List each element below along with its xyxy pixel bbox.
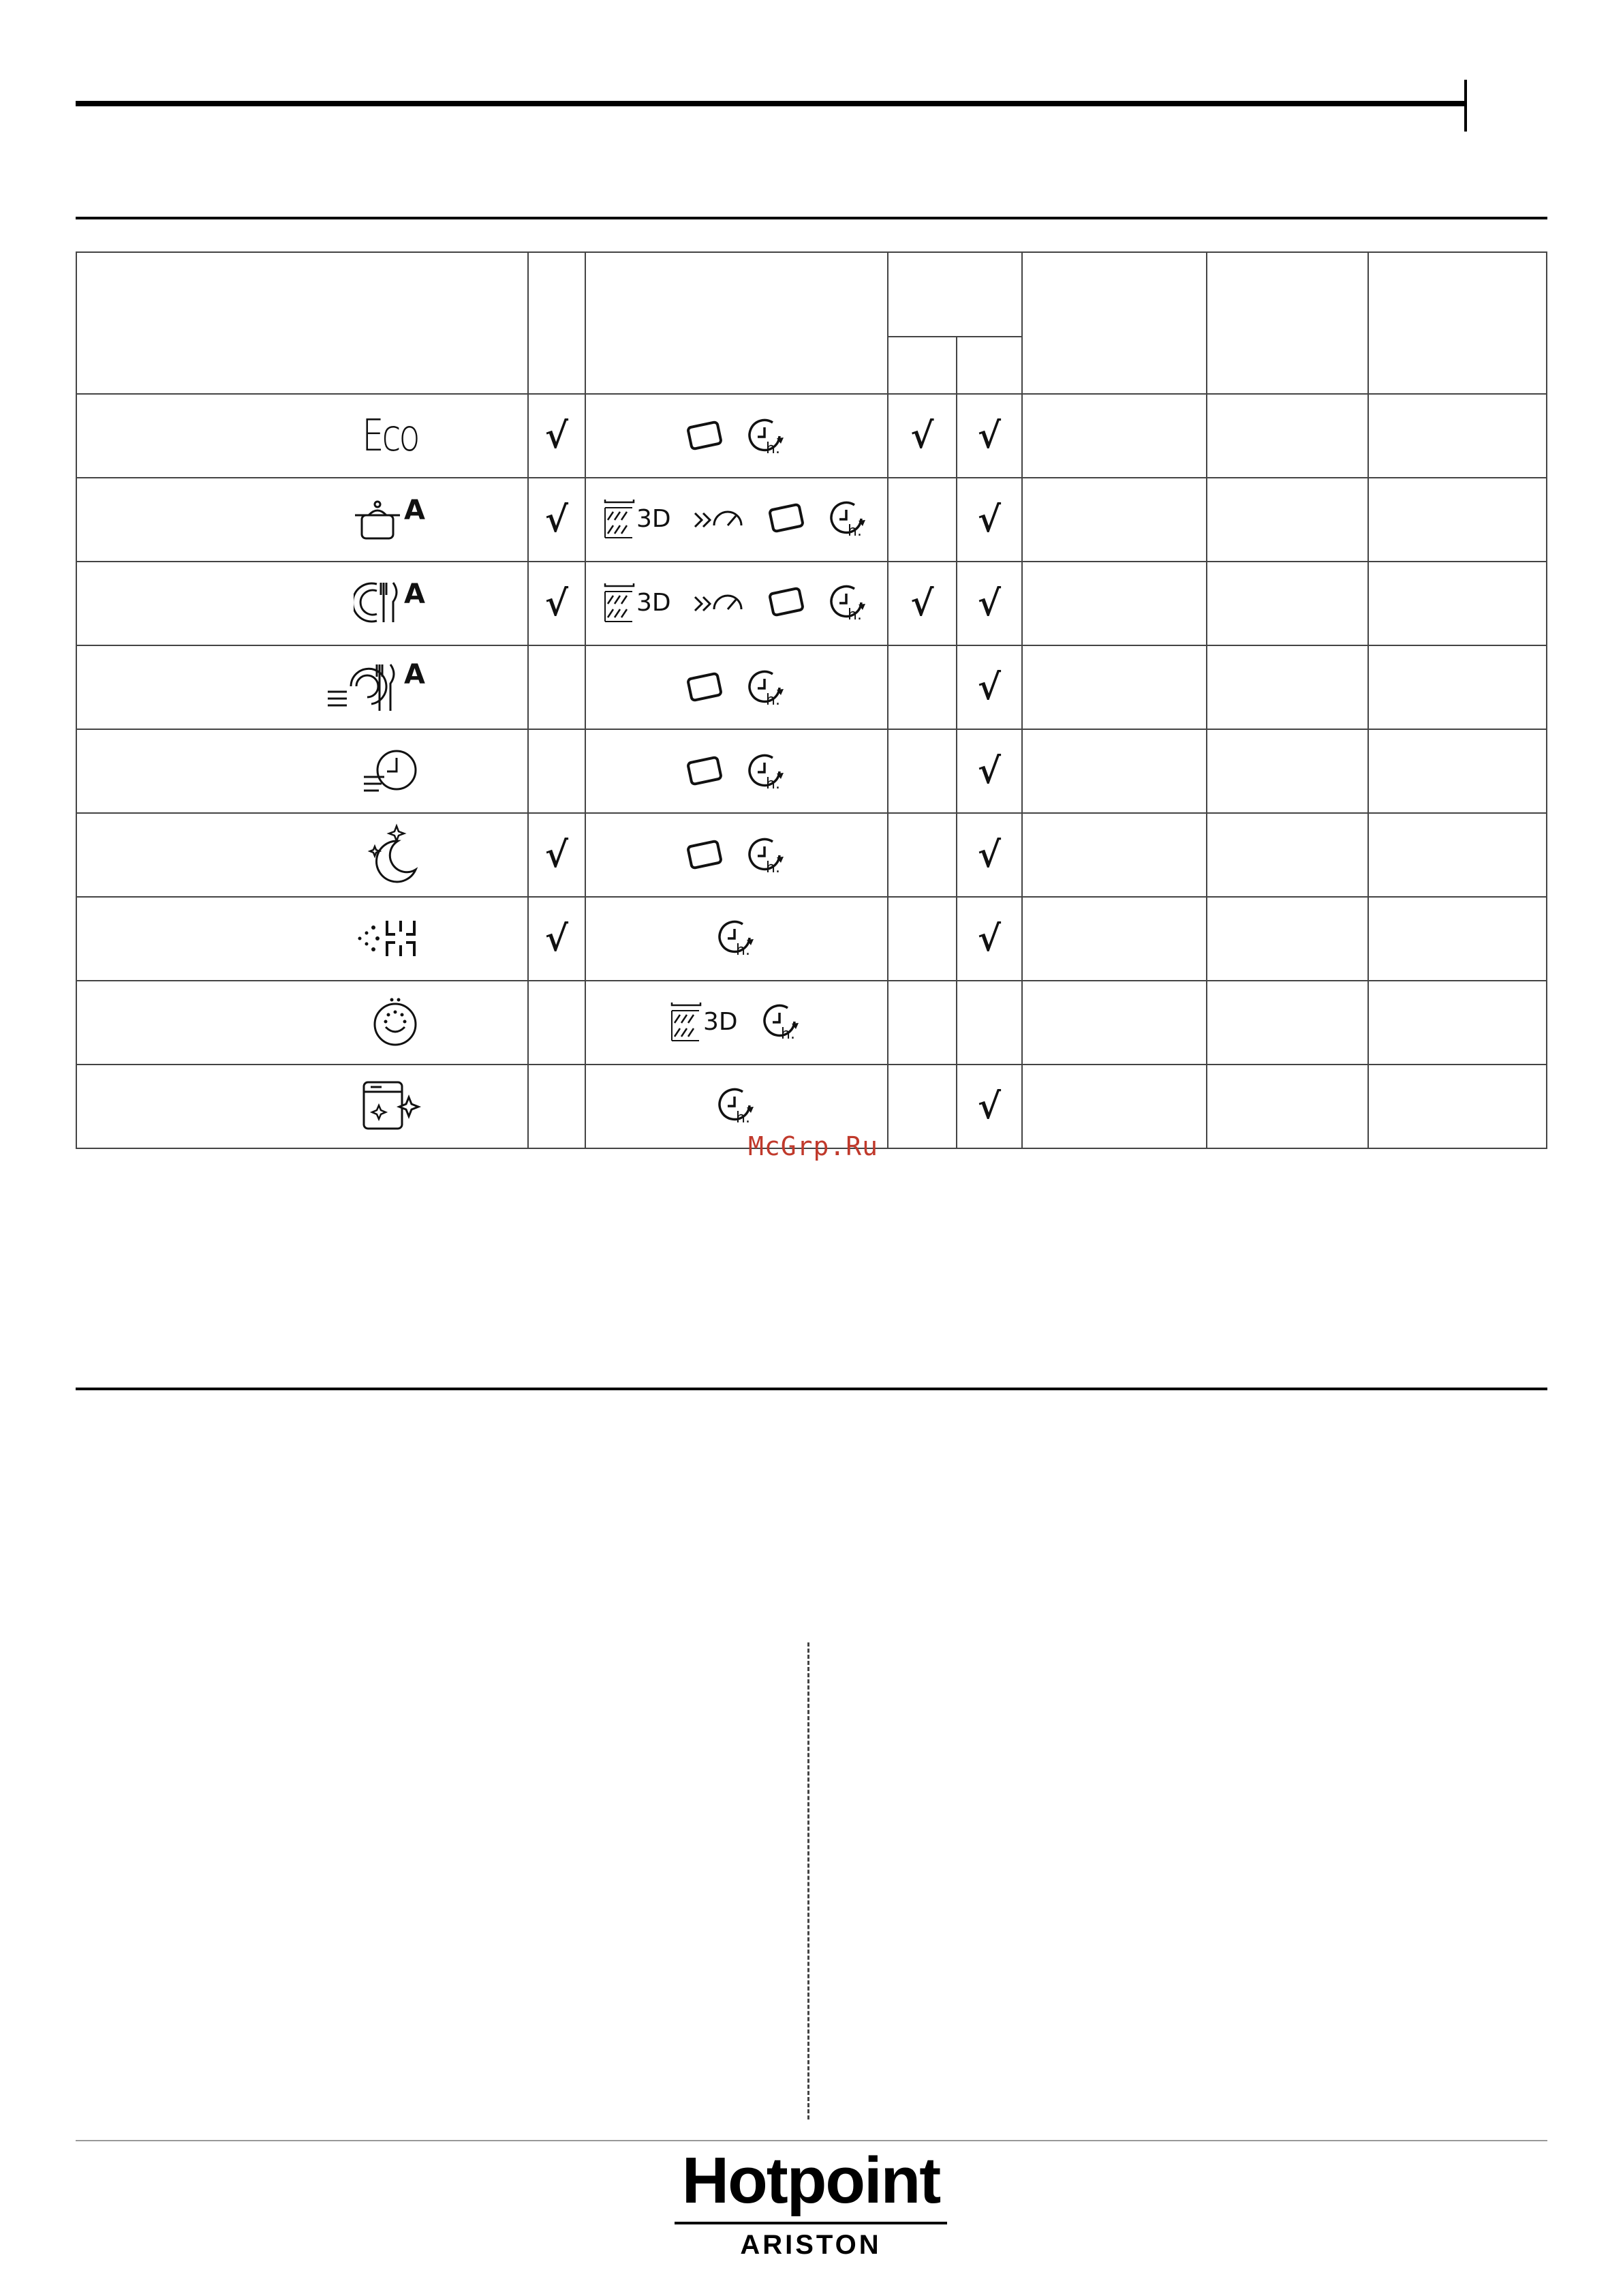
empty-cell-7: [1207, 981, 1368, 1065]
check-cell-a: [528, 897, 585, 981]
programme-cell: [76, 394, 528, 478]
brand-sub: ARISTON: [740, 2230, 882, 2260]
check-cell-a: [528, 729, 585, 813]
check-mark: √: [977, 583, 1002, 624]
svg-text:h.: h.: [766, 691, 780, 709]
delay-icon: [759, 999, 804, 1044]
empty-cell-7: [1207, 562, 1368, 645]
options-cell: [585, 813, 888, 897]
header-col-8: [1368, 252, 1547, 394]
svg-text:h.: h.: [736, 1109, 750, 1127]
zone-wash-3d-icon: [602, 581, 673, 624]
empty-cell-7: [1207, 813, 1368, 897]
check-mark: √: [544, 834, 569, 876]
programme-cell: [76, 478, 528, 562]
column-divider: [807, 1642, 809, 2119]
empty-cell-6: [1022, 897, 1207, 981]
svg-text:3D: 3D: [636, 589, 671, 617]
empty-cell-8: [1368, 897, 1547, 981]
options-cell: [585, 645, 888, 729]
check-cell-b: [888, 897, 957, 981]
check-mark: √: [544, 918, 569, 960]
fast-plate-cutlery-auto-icon: [326, 659, 401, 716]
check-cell-b: [888, 981, 957, 1065]
header-programme: [76, 252, 528, 394]
check-cell-b: [888, 478, 957, 562]
options-cell: [585, 562, 888, 645]
delay-icon: [744, 749, 789, 794]
empty-cell-8: [1368, 478, 1547, 562]
programme-table: [76, 251, 1547, 1149]
check-mark: √: [977, 834, 1002, 876]
options-cell: [585, 478, 888, 562]
check-mark: √: [910, 415, 934, 457]
table-row: [76, 562, 1547, 645]
check-cell-c: [957, 478, 1022, 562]
options-cell: [585, 394, 888, 478]
auto-label: A: [404, 578, 425, 610]
svg-text:h.: h.: [766, 859, 780, 876]
programme-cell: [76, 897, 528, 981]
check-mark: √: [544, 499, 569, 540]
plate-cutlery-auto-icon: [354, 579, 401, 629]
check-mark: √: [977, 1086, 1002, 1127]
empty-cell-6: [1022, 394, 1207, 478]
delay-icon: [744, 833, 789, 878]
fast-clock-icon: [361, 743, 422, 800]
empty-cell-6: [1022, 562, 1207, 645]
check-cell-a: [528, 394, 585, 478]
check-cell-b: [888, 813, 957, 897]
section-rule-bottom: [76, 1388, 1547, 1390]
pot-auto-icon: [354, 495, 401, 545]
eco-label: Eco: [362, 410, 418, 461]
table-row: [76, 981, 1547, 1065]
check-cell-b: [888, 562, 957, 645]
programme-cell: [76, 645, 528, 729]
empty-cell-7: [1207, 729, 1368, 813]
empty-cell-8: [1368, 729, 1547, 813]
delay-icon: [826, 496, 871, 541]
empty-cell-8: [1368, 645, 1547, 729]
check-cell-a: [528, 562, 585, 645]
empty-cell-6: [1022, 981, 1207, 1065]
header-group: [888, 252, 1022, 337]
check-cell-c: [957, 897, 1022, 981]
table-row: [76, 394, 1547, 478]
check-cell-a: [528, 645, 585, 729]
auto-label: A: [404, 494, 425, 526]
brand-name: Hotpoint: [681, 2144, 940, 2217]
check-cell-c: [957, 645, 1022, 729]
empty-cell-7: [1207, 1065, 1368, 1148]
watermark: McGrp.Ru: [748, 1131, 879, 1161]
soak-icon: [368, 994, 422, 1052]
programme-cell: [76, 813, 528, 897]
brand-logo: [668, 2144, 954, 2261]
header-col-6: [1022, 252, 1207, 394]
header-sub-b: [957, 337, 1022, 394]
header-col-7: [1207, 252, 1368, 394]
table-row: [76, 478, 1547, 562]
check-mark: √: [977, 667, 1002, 708]
table-row: [76, 729, 1547, 813]
options-cell: [585, 729, 888, 813]
empty-cell-8: [1368, 562, 1547, 645]
empty-cell-7: [1207, 645, 1368, 729]
check-cell-c: [957, 394, 1022, 478]
check-cell-b: [888, 1065, 957, 1148]
svg-text:3D: 3D: [636, 505, 671, 533]
check-cell-a: [528, 478, 585, 562]
check-mark: √: [910, 583, 934, 624]
tablet-icon: [684, 754, 725, 789]
options-cell: [585, 897, 888, 981]
programme-cell: [76, 729, 528, 813]
check-cell-c: [957, 981, 1022, 1065]
delay-icon: [744, 665, 789, 710]
delay-icon: [714, 1083, 759, 1128]
check-cell-c: [957, 729, 1022, 813]
table-row: [76, 813, 1547, 897]
options-cell: [585, 981, 888, 1065]
empty-cell-7: [1207, 394, 1368, 478]
svg-text:h.: h.: [848, 523, 862, 540]
programme-cell: [76, 1065, 528, 1148]
check-mark: √: [977, 415, 1002, 457]
empty-cell-6: [1022, 729, 1207, 813]
empty-cell-6: [1022, 1065, 1207, 1148]
tablet-icon: [684, 838, 725, 872]
svg-text:h.: h.: [736, 941, 750, 959]
check-cell-c: [957, 562, 1022, 645]
empty-cell-8: [1368, 1065, 1547, 1148]
night-moon-icon: [361, 823, 422, 887]
check-mark: √: [544, 583, 569, 624]
header-rule-tick: [1464, 80, 1467, 132]
footer-rule: [76, 2140, 1547, 2141]
auto-label: A: [404, 658, 425, 690]
tablet-icon: [766, 502, 807, 536]
table-header-row: [76, 252, 1547, 337]
check-cell-b: [888, 394, 957, 478]
svg-text:3D: 3D: [703, 1008, 738, 1036]
check-mark: √: [977, 918, 1002, 960]
tablet-icon: [684, 419, 725, 453]
svg-text:h.: h.: [781, 1026, 795, 1043]
check-cell-c: [957, 1065, 1022, 1148]
svg-text:h.: h.: [848, 607, 862, 624]
delay-icon: [826, 580, 871, 625]
header-sub-a: [888, 337, 957, 394]
check-cell-b: [888, 729, 957, 813]
tablet-icon: [766, 585, 807, 619]
zone-wash-3d-icon: [669, 1000, 740, 1043]
check-cell-a: [528, 981, 585, 1065]
header-options: [585, 252, 888, 394]
table-row: [76, 897, 1547, 981]
brand-divider: [675, 2222, 947, 2224]
check-cell-b: [888, 645, 957, 729]
empty-cell-6: [1022, 813, 1207, 897]
check-mark: √: [977, 750, 1002, 792]
check-mark: √: [977, 499, 1002, 540]
check-cell-c: [957, 813, 1022, 897]
fresh-rinse-icon: [354, 914, 422, 964]
table-row: [76, 645, 1547, 729]
check-cell-a: [528, 813, 585, 897]
empty-cell-7: [1207, 897, 1368, 981]
check-mark: √: [544, 415, 569, 457]
turbo-icon: [692, 505, 747, 532]
programme-cell: [76, 981, 528, 1065]
self-clean-icon: [361, 1078, 422, 1135]
header-col-2: [528, 252, 585, 394]
empty-cell-6: [1022, 645, 1207, 729]
delay-icon: [744, 414, 789, 459]
zone-wash-3d-icon: [602, 497, 673, 540]
turbo-icon: [692, 589, 747, 616]
delay-icon: [714, 915, 759, 960]
svg-text:h.: h.: [766, 440, 780, 457]
empty-cell-7: [1207, 478, 1368, 562]
empty-cell-8: [1368, 813, 1547, 897]
empty-cell-6: [1022, 478, 1207, 562]
tablet-icon: [684, 671, 725, 705]
check-cell-a: [528, 1065, 585, 1148]
section-rule-top: [76, 217, 1547, 219]
programme-cell: [76, 562, 528, 645]
header-rule: [76, 101, 1467, 106]
empty-cell-8: [1368, 981, 1547, 1065]
empty-cell-8: [1368, 394, 1547, 478]
svg-text:h.: h.: [766, 775, 780, 793]
